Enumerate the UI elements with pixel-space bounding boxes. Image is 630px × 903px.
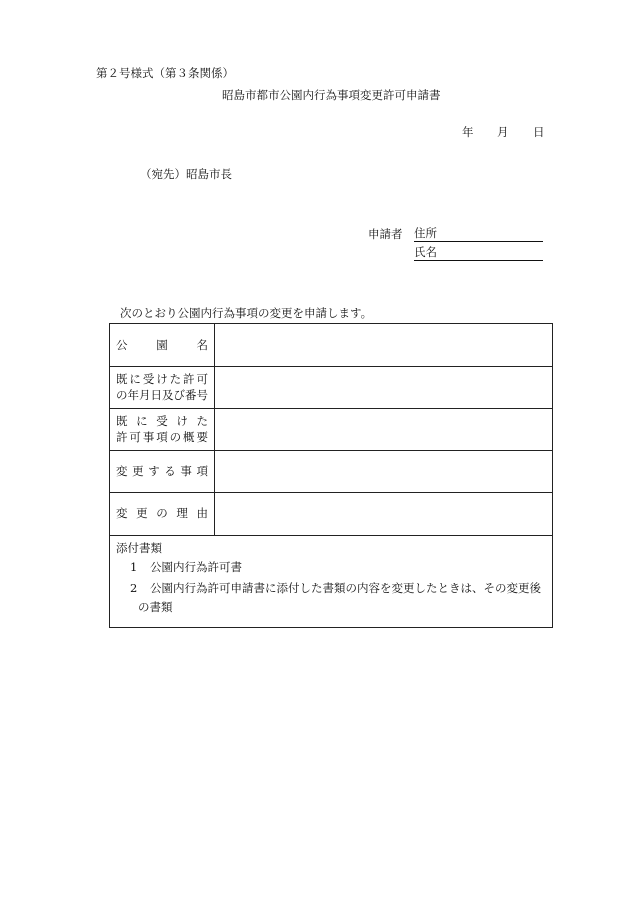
prior-permit-summary-label-line1: 既 に 受 け た: [116, 414, 208, 428]
table-row-prior-permit-date: [110, 366, 552, 409]
change-reason-input[interactable]: [215, 492, 552, 535]
changed-items-label: [110, 450, 215, 492]
attachments-section: [110, 535, 552, 627]
prior-permit-summary-input[interactable]: [215, 408, 552, 450]
address-field[interactable]: [414, 227, 543, 242]
table-row-change-reason: [110, 492, 552, 536]
change-reason-label: [110, 492, 215, 535]
application-table: [109, 323, 553, 628]
attachment-1-text: 公園内行為許可書: [150, 560, 242, 574]
applicant-label: 申請者: [368, 227, 403, 241]
prior-permit-summary-label: [110, 408, 215, 450]
park-name-label-text: 公 園 名: [116, 338, 208, 352]
prior-permit-date-label: [110, 366, 215, 408]
address-label: 住所: [414, 226, 437, 240]
attachments-heading: 添付書類: [116, 541, 162, 555]
form-number: 第２号様式（第３条関係）: [96, 66, 234, 80]
attachment-2-number: 2: [130, 581, 138, 595]
date-year-label: 年: [462, 125, 474, 139]
changed-items-label-text: 変 更 す る 事 項: [116, 464, 208, 478]
page-title: 昭島市都市公園内行為事項変更許可申請書: [222, 88, 441, 102]
name-label: 氏名: [414, 245, 437, 259]
prior-permit-date-label-line1: 既 に 受 け た 許 可: [116, 372, 208, 386]
attachment-1-number: 1: [130, 560, 138, 574]
date-month-label: 月: [497, 125, 509, 139]
intro-text: 次のとおり公園内行為事項の変更を申請します。: [120, 306, 373, 320]
table-row-park-name: [110, 324, 552, 367]
attachment-2-text-line1: 公園内行為許可申請書に添付した書類の内容を変更したときは、その変更後: [150, 581, 541, 595]
name-field[interactable]: [414, 246, 543, 261]
changed-items-input[interactable]: [215, 450, 552, 492]
table-row-changed-items: [110, 450, 552, 493]
prior-permit-summary-label-line2: 許 可 事 項 の 概 要: [116, 430, 208, 444]
park-name-label: [110, 324, 215, 366]
park-name-input[interactable]: [215, 324, 552, 366]
change-reason-label-text: 変 更 の 理 由: [116, 506, 208, 520]
addressee: （宛先）昭島市長: [140, 167, 232, 181]
prior-permit-date-input[interactable]: [215, 366, 552, 408]
table-row-prior-permit-summary: [110, 408, 552, 451]
prior-permit-date-label-line2: の 年 月 日 及 び 番 号: [116, 388, 208, 402]
date-day-label: 日: [533, 125, 545, 139]
attachment-2-text-line2: の書類: [138, 600, 173, 614]
